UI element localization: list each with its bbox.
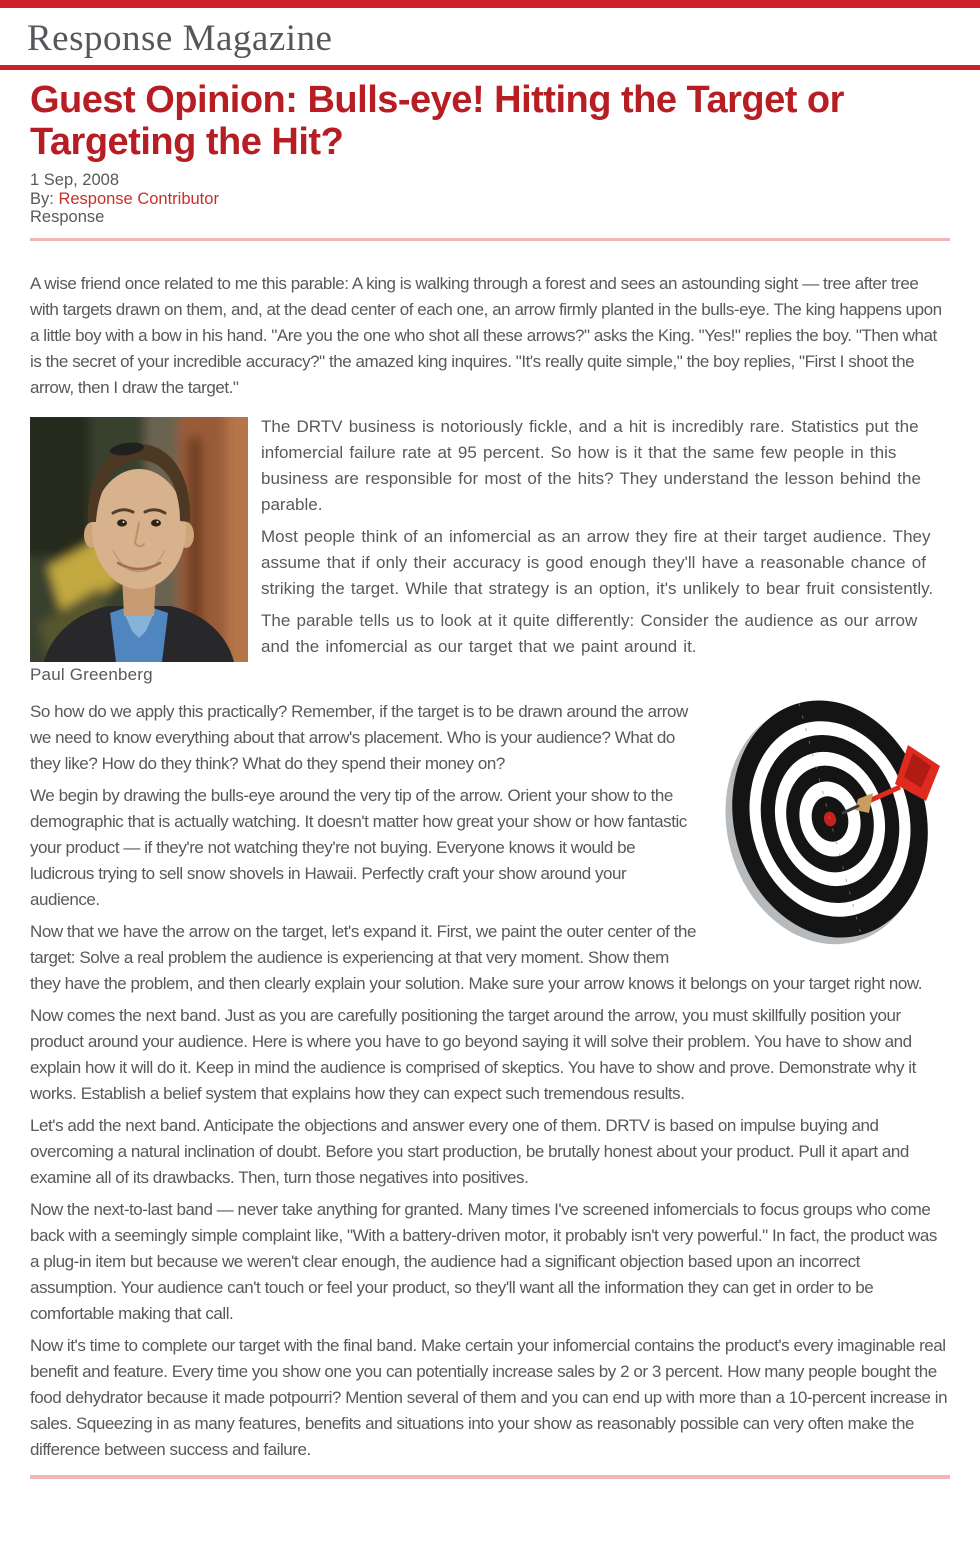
body-paragraph: The DRTV business is notoriously fickle, and a hit is incredibly rare. Statistics put the infomercial failure rate at 95 percent. So how is it that the same few people in this business are responsible for most of the hits? They understand the lesson behind the parable. <box>261 416 921 514</box>
body-paragraph: The parable tells us to look at it quite differently: Consider the audience as our arrow and the infomercial as our target that we paint around it. <box>261 610 918 656</box>
article-content <box>0 79 980 1479</box>
author-photo <box>30 417 248 685</box>
photo-section <box>30 414 950 685</box>
top-accent-bar <box>0 0 980 8</box>
dartboard-image <box>712 699 950 959</box>
body-paragraph: Let's add the next band. Anticipate the objections and answer every one of them. DRTV is based on impulse buying and overcoming a natural inclination of doubt. Before you start production, be brutally honest about your product. Pull it apart and examine all of its drawbacks. Then, turn those negatives into positives. <box>30 1115 909 1187</box>
intro-paragraph: A wise friend once related to me this parable: A king is walking through a forest and sees an astounding sight — tree after tree with targets drawn on them, and, at the dead center of each one, an arrow firmly planted in the bulls-eye. The king happens upon a little boy with a bow in his hand. "Are you the one who shot all these arrows?" asks the King. "Yes!" replies the boy. "Then what is the secret of your incredible accuracy?" the amazed king inquires. "It's really quite simple," the boy replies, "First I shoot the arrow, then I draw the target." <box>30 273 942 397</box>
body-paragraph: Now that we have the arrow on the target, let's expand it. First, we paint the outer center of the target: Solve a real problem the audience is experiencing at that very moment. Show them they have the problem, and then clearly explain your solution. Make sure your arrow knows it belongs on your target right now. <box>30 921 923 993</box>
byline-prefix: By: <box>30 189 54 208</box>
author-link[interactable]: Response Contributor <box>58 189 219 208</box>
body-paragraph: We begin by drawing the bulls-eye around the very tip of the arrow. Orient your show to the demographic that is actually watching. It doesn't matter how great your show or how fantastic your product — if they're not watching they're not buying. Everyone knows it would be ludicrous trying to sell snow shovels in Hawaii. Perfectly craft your show around your audience. <box>30 785 687 909</box>
photo-caption: Paul Greenberg <box>30 664 153 684</box>
byline <box>30 190 950 209</box>
masthead-divider <box>0 65 980 70</box>
body-paragraph: Most people think of an infomercial as an arrow they fire at their target audience. They assume that if only their accuracy is good enough they'll have a reasonable chance of striking the target. While that strategy is an option, it's unlikely to bear fruit consistently. <box>261 526 934 598</box>
body-paragraph: So how do we apply this practically? Remember, if the target is to be drawn around the arrow we need to know everything about that arrow's placement. Who is your audience? What do they like? How do they think? What do they spend their money on? <box>30 701 688 773</box>
article-meta <box>30 171 950 227</box>
site-masthead: Response Magazine <box>27 18 333 59</box>
meta-divider <box>30 238 950 241</box>
author-photo-image <box>30 417 248 662</box>
article-source: Response <box>30 208 105 226</box>
body-paragraph: Now the next-to-last band — never take anything for granted. Many times I've screened infomercials to focus groups who come back with a seemingly simple complaint like, "With a battery-driven motor, it probably isn't very powerful." In fact, the product was a plug-in item but because we weren't clear enough, the audience had a significant objection based upon an incorrect assumption. Your audience can't touch or feel your product, so they'll want all the information they can get in order to be comfortable making that call. <box>30 1199 937 1323</box>
article-end-divider <box>30 1475 950 1479</box>
body-paragraph: Now it's time to complete our target with the final band. Make certain your infomercial contains the product's every imaginable real benefit and feature. Every time you show one you can potentially increase sales by 2 or 3 percent. How many people bought the food dehydrator because it made potpourri? Mention several of them and you can end up with more than a 10-percent increase in sales. Squeezing in as many features, benefits and situations into your show as reasonably possible can very often make the difference between success and failure. <box>30 1335 948 1459</box>
article-title: Guest Opinion: Bulls-eye! Hitting the Target or Targeting the Hit? <box>30 79 844 163</box>
body-paragraph: Now comes the next band. Just as you are carefully positioning the target around the arrow, you must skillfully position your product around your audience. Here is where you have to go beyond saying it will solve their problem. You have to show and explain how it will do it. Keep in mind the audience is comprised of skeptics. You have to show and prove. Demonstrate why it works. Establish a belief system that explains how they can expect such tremendous results. <box>30 1005 916 1103</box>
target-section <box>30 699 950 1003</box>
article-date: 1 Sep, 2008 <box>30 171 119 189</box>
